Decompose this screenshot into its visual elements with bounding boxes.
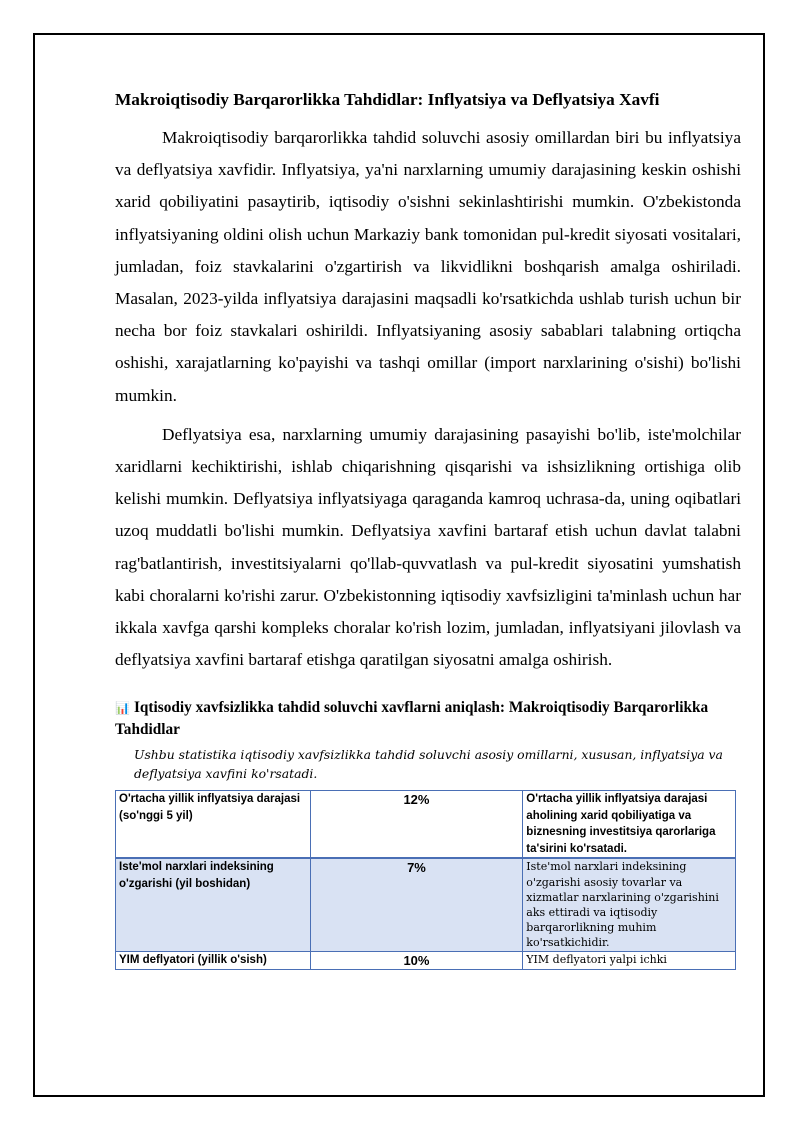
row-description: Iste'mol narxlari indeksining o'zgarishi asosiy tovarlar va xizmatlar narxlarining o'zgarishini aks ettiradi va iqtisodiy barqarorlikning muhim ko'rsatkichidir. — [523, 858, 736, 951]
stats-table — [115, 790, 736, 970]
row-value: 10% — [310, 951, 523, 970]
table-row — [116, 951, 736, 970]
document-body — [115, 88, 741, 970]
stats-caption: Ushbu statistika iqtisodiy xavfsizlikka tahdid soluvchi asosiy omillarni, xususan, inflyatsiya va deflyatsiya xavfini ko'rsatadi. — [134, 747, 723, 781]
table-row — [116, 791, 736, 859]
document-title: Makroiqtisodiy Barqarorlikka Tahdidlar: Inflyatsiya va Deflyatsiya Xavfi — [115, 90, 660, 109]
row-label: YIM deflyatori (yillik o'sish) — [116, 951, 311, 970]
paragraph-deflation: Deflyatsiya esa, narxlarning umumiy darajasining pasayishi bo'lib, iste'molchilar xaridlarni kechiktirishi, ishlab chiqarishning qisqarishi va ishsizlikning ortishiga olib kelishi mumkin. Deflyatsiya inflyatsiyaga qaraganda kamroq uchrasa-da, uning oqibatlari uzoq muddatli bo'lishi mumkin. Deflyatsiya xavfini bartaraf etish uchun davlat talabni rag'batlantirish, investitsiyalarni qo'llab-quvvatlash va pul-kredit siyosatini yumshatish kabi choralarni ko'rishi zarur. O'zbekistonning iqtisodiy xavfsizligini ta'minlash uchun har ikkala xavfga qarshi kompleks choralar ko'rish lozim, jumladan, inflyatsiyani jilovlash va deflyatsiya xavfini bartaraf etishga qaratilgan siyosatni amalga oshirish. — [115, 424, 741, 670]
row-description: O'rtacha yillik inflyatsiya darajasi aholining xarid qobiliyatiga va biznesning investitsiya qarorlariga ta'sirini ko'rsatadi. — [523, 791, 736, 859]
row-description: YIM deflyatori yalpi ichki — [523, 951, 736, 970]
bar-chart-icon: 📊 — [115, 701, 130, 716]
row-value: 12% — [310, 791, 523, 859]
table-row — [116, 858, 736, 951]
stats-heading — [115, 697, 741, 740]
row-label: O'rtacha yillik inflyatsiya darajasi (so'nggi 5 yil) — [116, 791, 311, 859]
paragraph-inflation: Makroiqtisodiy barqarorlikka tahdid soluvchi asosiy omillardan biri bu inflyatsiya va deflyatsiya xavfidir. Inflyatsiya, ya'ni narxlarning umumiy darajasining keskin oshishi xarid qobiliyatini pasaytirib, iqtisodiy o'sishni sekinlashtirishi mumkin. O'zbekistonda inflyatsiyaning oldini olish uchun Markaziy bank tomonidan pul-kredit siyosati vositalari, jumladan, foiz stavkalarini o'zgartirish va likvidlikni boshqarish amalga oshiriladi. Masalan, 2023-yilda inflyatsiya darajasini maqsadli ko'rsatkichda ushlab turish uchun bir necha bor foiz stavkalari oshirildi. Inflyatsiyaning asosiy sabablari talabning ortiqcha oshishi, xarajatlarning ko'payishi va tashqi omillar (import narxlarining o'sishi) bo'lishi mumkin. — [115, 128, 741, 405]
row-value: 7% — [310, 858, 523, 951]
stats-heading-text: Iqtisodiy xavfsizlikka tahdid soluvchi xavflarni aniqlash: Makroiqtisodiy Barqarorlikka Tahdidlar — [115, 699, 709, 739]
row-label: Iste'mol narxlari indeksining o'zgarishi (yil boshidan) — [116, 858, 311, 951]
